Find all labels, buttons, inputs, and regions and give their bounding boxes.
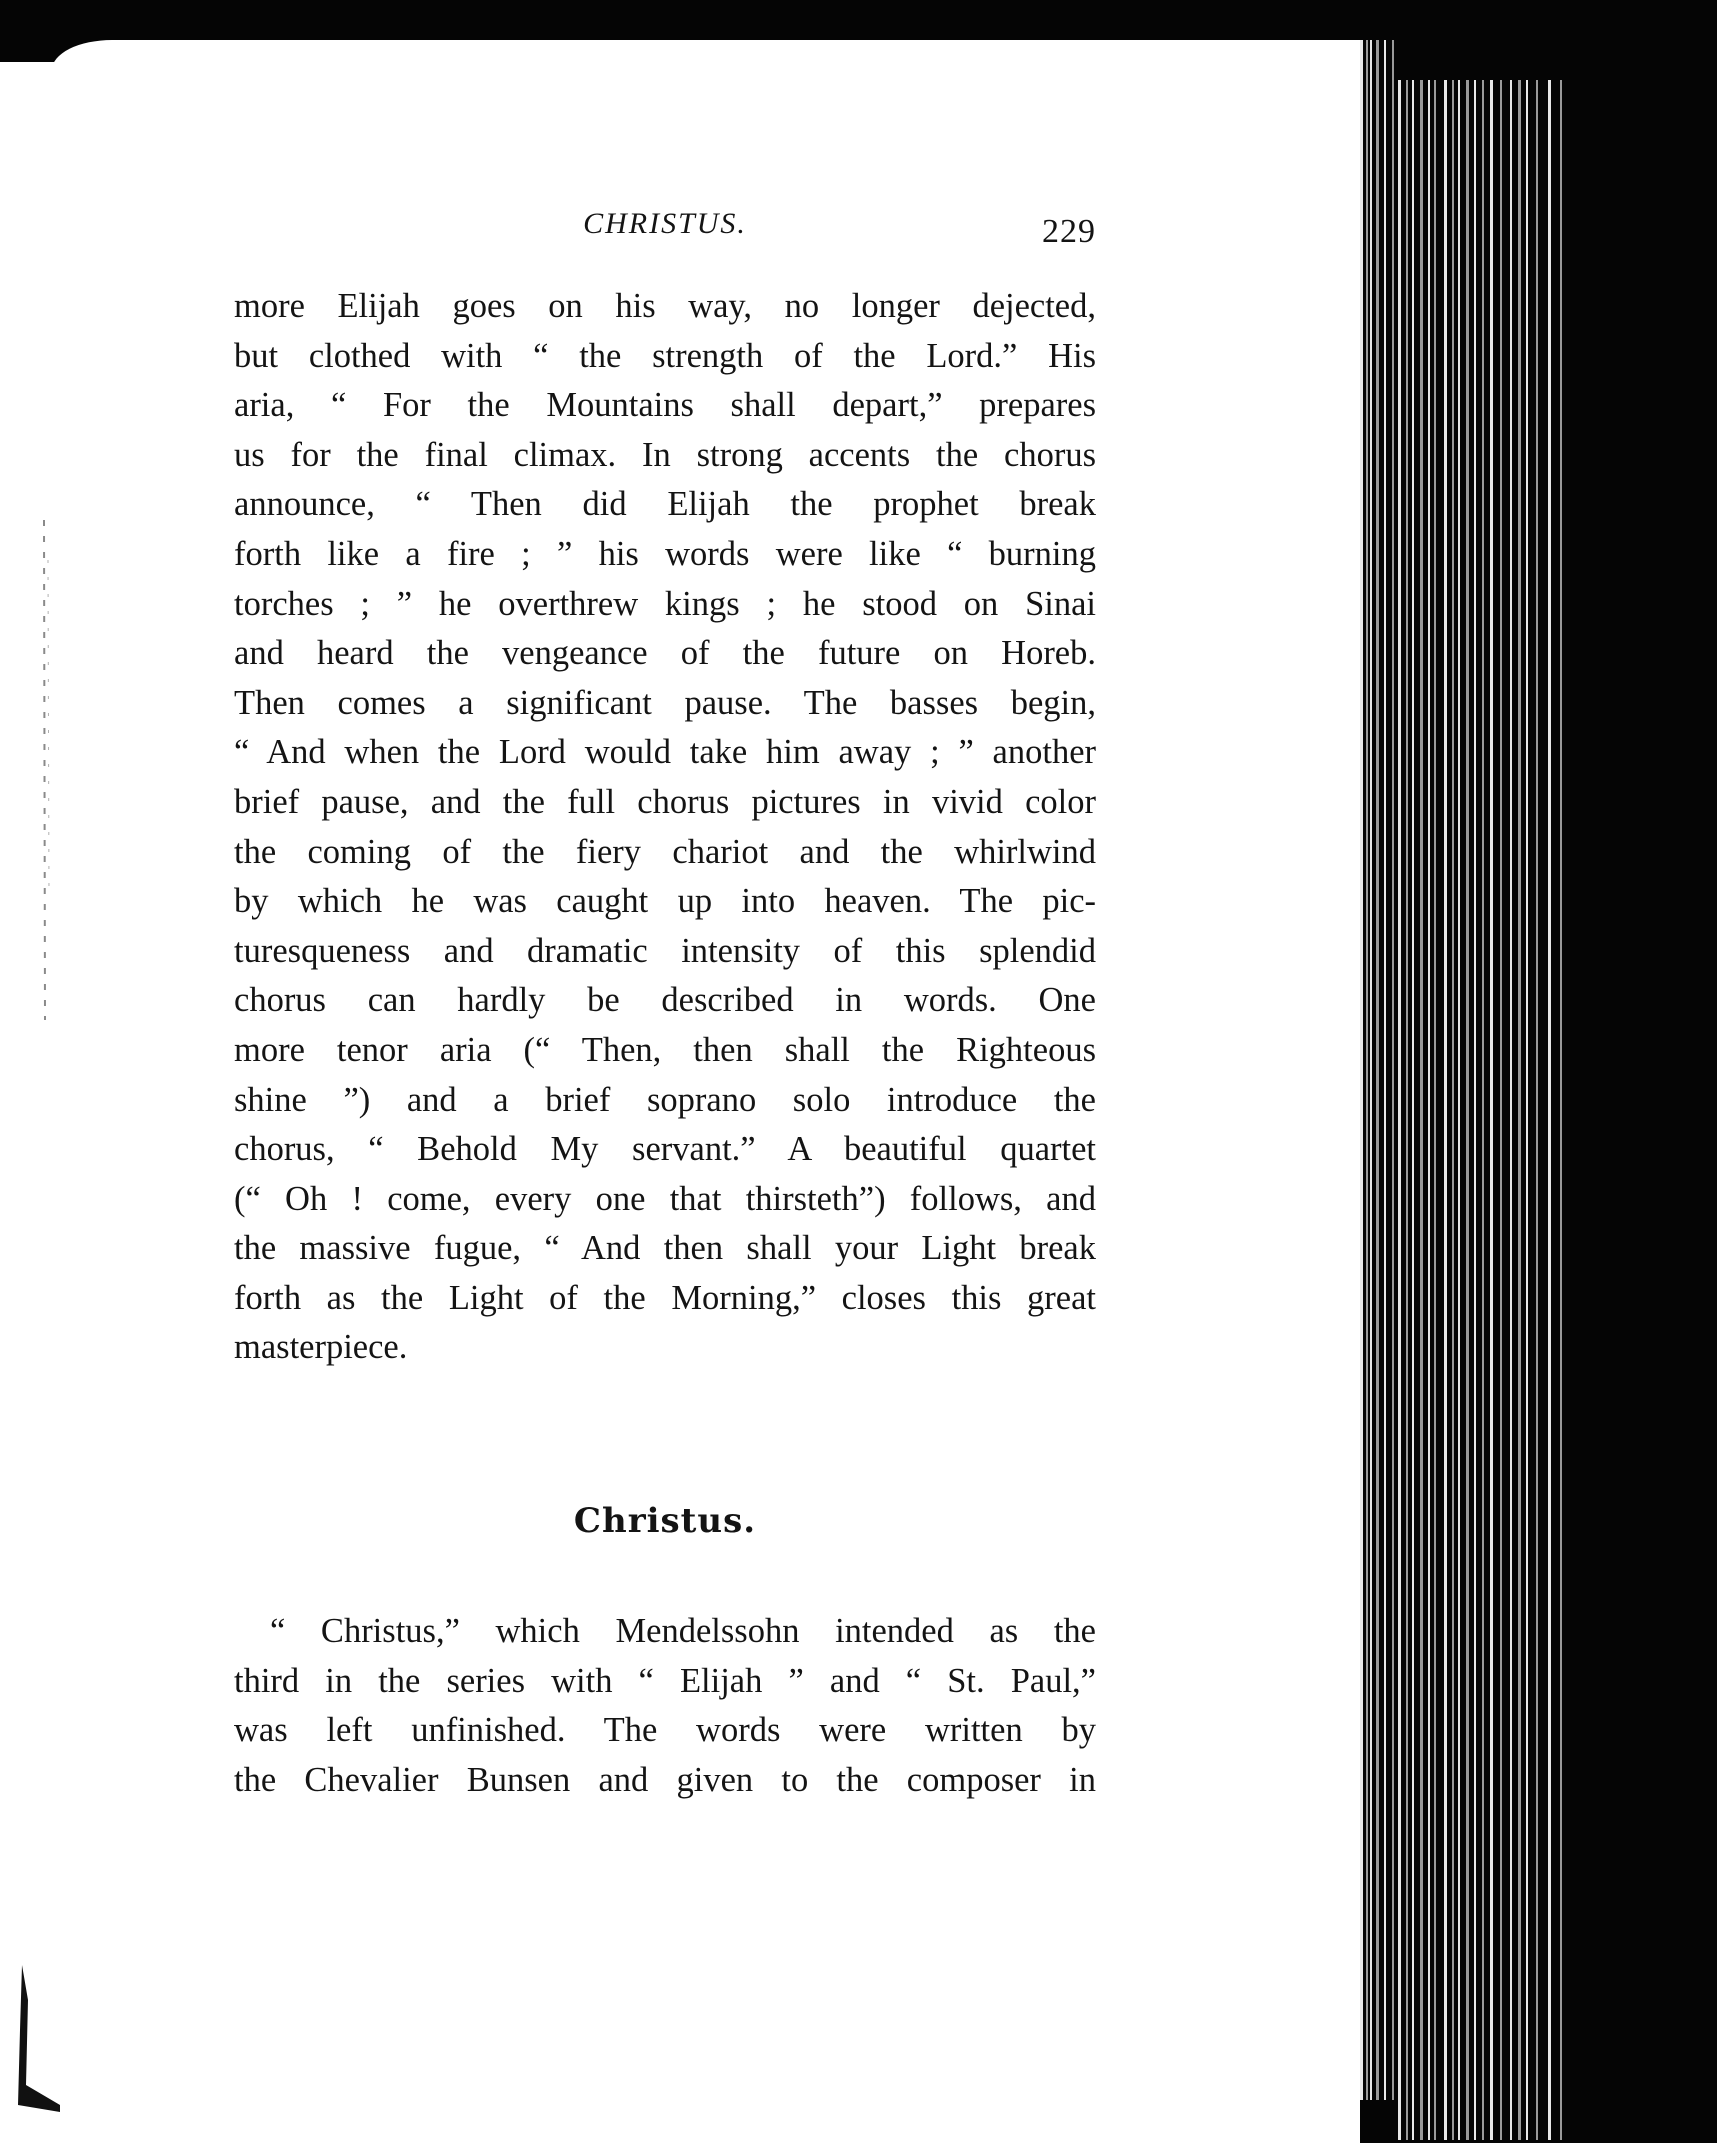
text-line: and heard the vengeance of the future on Horeb. (234, 634, 1096, 673)
text-line: aria, “ For the Mountains shall depart,” prepares (234, 386, 1096, 425)
text-line: “ And when the Lord would take him away ; ” another (234, 733, 1096, 772)
book-page (234, 195, 1096, 1805)
text-line: us for the final climax. In strong accents the chorus (234, 435, 1096, 474)
text-line: forth like a fire ; ” his words were like “ burning (234, 534, 1096, 573)
binding-marks (0, 0, 70, 2143)
text-line: Then comes a significant pause. The basses begin, (234, 683, 1096, 722)
text-line: torches ; ” he overthrew kings ; he stood on Sinai (234, 584, 1096, 623)
page-number: 229 (1042, 213, 1096, 250)
text-line: shine ”) and a brief soprano solo introduce the (234, 1080, 1096, 1119)
text-line: “ Christus,” which Mendelssohn intended as the (270, 1612, 1096, 1651)
text-line: the massive fugue, “ And then shall your Light break (234, 1229, 1096, 1268)
paragraph-1 (234, 282, 1096, 1373)
running-title: CHRISTUS. (583, 207, 747, 240)
text-line: (“ Oh ! come, every one that thirsteth”) follows, and (234, 1179, 1096, 1218)
text-line: but clothed with “ the strength of the Lord.” His (234, 336, 1096, 375)
section-heading: Christus. (573, 1501, 757, 1542)
paragraph-2 (234, 1607, 1096, 1805)
text-line: the coming of the fiery chariot and the whirlwind (234, 832, 1096, 871)
text-line: was left unfinished. The words were written by (234, 1711, 1096, 1750)
text-line: turesqueness and dramatic intensity of this splendid (234, 931, 1096, 970)
running-head (234, 195, 1096, 255)
text-line: chorus can hardly be described in words. One (234, 981, 1096, 1020)
page-edge-stack (1340, 40, 1717, 2143)
text-line: third in the series with “ Elijah ” and “ St. Paul,” (234, 1661, 1096, 1700)
text-line: the Chevalier Bunsen and given to the composer in (234, 1760, 1096, 1799)
text-line: more tenor aria (“ Then, then shall the Righteous (234, 1030, 1096, 1069)
text-line: forth as the Light of the Morning,” closes this great (234, 1278, 1096, 1317)
text-line: chorus, “ Behold My servant.” A beautiful quartet (234, 1130, 1096, 1169)
text-line: by which he was caught up into heaven. The pic- (234, 882, 1096, 921)
text-line: announce, “ Then did Elijah the prophet break (234, 485, 1096, 524)
text-line: more Elijah goes on his way, no longer dejected, (234, 287, 1096, 325)
text-line: masterpiece. (234, 1328, 408, 1367)
page-corner (52, 40, 1452, 80)
text-line: brief pause, and the full chorus pictures in vivid color (234, 782, 1096, 821)
